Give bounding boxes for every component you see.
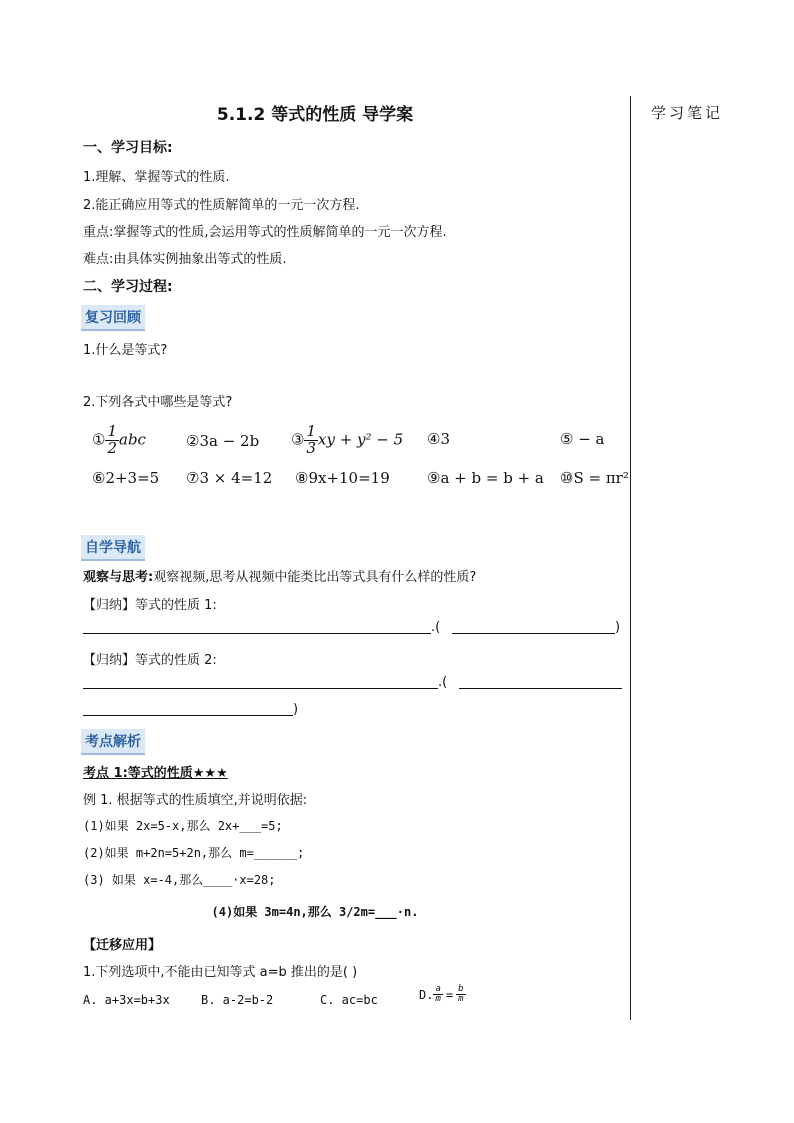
expression-7: ⑦3 × 4=12	[186, 469, 273, 487]
review-question-2: 2.下列各式中哪些是等式?	[83, 395, 233, 410]
expression-4: ④3	[427, 430, 450, 448]
mc-question-1: 1.下列选项中,不能由已知等式 a=b 推出的是( )	[83, 965, 358, 980]
key-point: 重点:掌握等式的性质,会运用等式的性质解简单的一元一次方程.	[83, 225, 447, 240]
expression-1: ① $\frac{1}{2}$ abc	[92, 422, 146, 457]
analysis-badge: 考点解析	[81, 729, 145, 755]
property-2-blank[interactable]	[83, 688, 438, 689]
option-c: C. ac=bc	[320, 993, 378, 1007]
option-d: D. $\frac{a}{m}$ = $\frac{b}{m}$	[419, 984, 464, 1005]
property-2-reason-blank-cont[interactable]	[83, 715, 293, 716]
topic-heading: 考点 1:等式的性质★★★	[83, 766, 228, 781]
expression-6: ⑥2+3=5	[92, 469, 160, 487]
expression-2: ②3a − 2b	[186, 432, 260, 450]
observe-label: 观察与思考:	[83, 570, 154, 585]
property-1-paren-open: .(	[431, 620, 441, 635]
observe-text: 观察视频,思考从视频中能类比出等式具有什么样的性质?	[153, 570, 477, 585]
property-1-reason-blank[interactable]	[452, 633, 615, 634]
option-b: B. a-2=b-2	[201, 993, 274, 1007]
self-study-badge: 自学导航	[81, 535, 145, 561]
transfer-heading: 【迁移应用】	[83, 938, 162, 953]
example-1: 例 1. 根据等式的性质填空,并说明依据:	[83, 793, 308, 808]
example-1-part-2: (2)如果 m+2n=5+2n,那么 m=______;	[83, 846, 305, 860]
review-badge: 复习回顾	[81, 305, 145, 331]
property-1-blank[interactable]	[83, 633, 431, 634]
study-notes-label: 学习笔记	[651, 104, 724, 122]
property-1-paren-close: )	[615, 620, 621, 635]
expression-10: ⑩S = πr²	[560, 469, 629, 487]
review-question-1: 1.什么是等式?	[83, 343, 168, 358]
property-1-label: 【归纳】等式的性质 1:	[83, 598, 217, 613]
difficulty-point: 难点:由具体实例抽象出等式的性质.	[83, 252, 287, 267]
property-2-paren-open: .(	[438, 675, 448, 690]
margin-divider	[630, 96, 631, 1020]
expression-9: ⑨a + b = b + a	[427, 469, 544, 487]
page-title: 5.1.2 等式的性质 导学案	[216, 105, 414, 125]
expression-5: ⑤ − a	[560, 430, 605, 448]
example-1-part-4: (4)如果 3m=4n,那么 3/2m=___·n.	[211, 905, 419, 919]
expression-8: ⑧9x+10=19	[295, 469, 390, 487]
goal-1: 1.理解、掌握等式的性质.	[83, 170, 230, 185]
goals-header: 一、学习目标:	[83, 140, 173, 156]
example-1-part-3: (3) 如果 x=-4,那么____·x=28;	[83, 873, 276, 887]
example-1-part-1: (1)如果 2x=5-x,那么 2x+___=5;	[83, 819, 283, 833]
property-2-label: 【归纳】等式的性质 2:	[83, 653, 217, 668]
option-a: A. a+3x=b+3x	[83, 993, 170, 1007]
goal-2: 2.能正确应用等式的性质解简单的一元一次方程.	[83, 198, 360, 213]
property-2-reason-blank[interactable]	[459, 688, 622, 689]
expression-3: ③ $\frac{1}{3}$ xy + y² − 5	[291, 422, 404, 457]
observe-line	[83, 566, 476, 585]
process-header: 二、学习过程:	[83, 279, 173, 295]
property-2-paren-close: )	[293, 702, 299, 717]
